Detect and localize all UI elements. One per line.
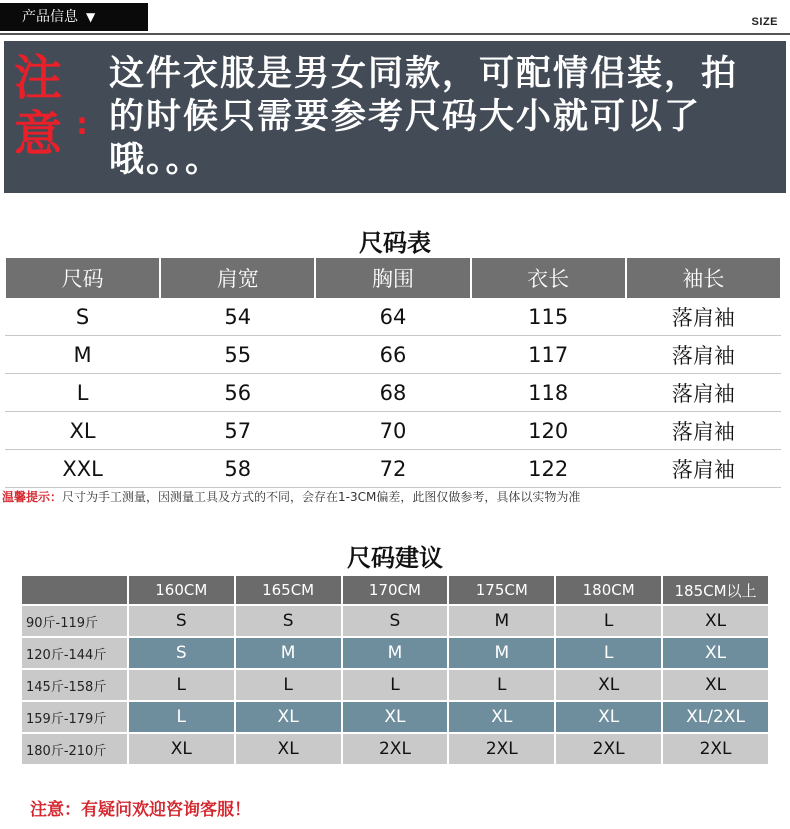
col-length: 衣长 (471, 258, 626, 298)
cell: 落肩袖 (626, 298, 781, 336)
cell: XL (663, 670, 768, 700)
cell: M (343, 638, 448, 668)
cell: 落肩袖 (626, 450, 781, 488)
cell: L (556, 638, 661, 668)
tip-text: 尺寸为手工测量，因测量工具及方式的不同，会存在1-3CM偏差，此图仅做参考，具体以实物为准 (62, 490, 581, 504)
cell: 2XL (449, 734, 554, 764)
col-sleeve: 袖长 (626, 258, 781, 298)
table-row (22, 734, 768, 764)
cell: M (449, 606, 554, 636)
cell: 2XL (556, 734, 661, 764)
cell: L (343, 670, 448, 700)
cell: XXL (5, 450, 160, 488)
table-row (5, 336, 781, 374)
table-row (5, 374, 781, 412)
notice-colon: : (76, 107, 88, 142)
dropdown-arrow-icon: ▼ (86, 10, 96, 24)
cell: L (236, 670, 341, 700)
table-row (5, 450, 781, 488)
cell: 122 (471, 450, 626, 488)
cell: 70 (315, 412, 470, 450)
cell: 66 (315, 336, 470, 374)
cell: L (556, 606, 661, 636)
weight-label: 159斤-179斤 (22, 702, 127, 732)
cell: M (5, 336, 160, 374)
height-185-plus: 185CM以上 (663, 576, 768, 604)
size-recommend-table (20, 574, 770, 766)
cell: 57 (160, 412, 315, 450)
cell: 2XL (663, 734, 768, 764)
notice-attention: 注意 (14, 50, 63, 162)
tip-label: 温馨提示： (2, 490, 63, 504)
height-160: 160CM (129, 576, 234, 604)
product-info-tab[interactable] (0, 3, 148, 31)
cell: XL (663, 606, 768, 636)
height-165: 165CM (236, 576, 341, 604)
cell: 115 (471, 298, 626, 336)
recommend-header (22, 576, 768, 604)
cell: L (449, 670, 554, 700)
contact-service-notice: 注意：有疑问欢迎咨询客服！ (30, 800, 251, 820)
cell: S (129, 638, 234, 668)
table-row (22, 606, 768, 636)
cell: 55 (160, 336, 315, 374)
cell: S (129, 606, 234, 636)
col-shoulder: 肩宽 (160, 258, 315, 298)
cell: 72 (315, 450, 470, 488)
cell: XL (663, 638, 768, 668)
cell: XL (556, 670, 661, 700)
cell: S (5, 298, 160, 336)
cell: L (129, 702, 234, 732)
cell: M (449, 638, 554, 668)
cell: 58 (160, 450, 315, 488)
table-row (22, 702, 768, 732)
corner-cell (22, 576, 127, 604)
cell: XL (556, 702, 661, 732)
cell: 落肩袖 (626, 336, 781, 374)
cell: 68 (315, 374, 470, 412)
cell: S (343, 606, 448, 636)
cell: XL (449, 702, 554, 732)
notice-banner (4, 41, 786, 193)
size-table-title: 尺码表 (359, 229, 431, 257)
cell: L (129, 670, 234, 700)
cell: L (5, 374, 160, 412)
col-size: 尺码 (5, 258, 160, 298)
notice-message: 这件衣服是男女同款，可配情侣装，拍的时候只需要参考尺码大小就可以了哦。。。 (109, 54, 739, 180)
product-info-label: 产品信息 (22, 9, 78, 25)
cell: 2XL (343, 734, 448, 764)
height-170: 170CM (343, 576, 448, 604)
cell: XL (236, 734, 341, 764)
table-row (22, 638, 768, 668)
cell: 64 (315, 298, 470, 336)
table-row (22, 670, 768, 700)
cell: 120 (471, 412, 626, 450)
weight-label: 120斤-144斤 (22, 638, 127, 668)
cell: S (236, 606, 341, 636)
recommend-title: 尺码建议 (347, 544, 443, 572)
weight-label: 90斤-119斤 (22, 606, 127, 636)
col-chest: 胸围 (315, 258, 470, 298)
cell: 118 (471, 374, 626, 412)
measurement-tip (2, 488, 580, 505)
cell: XL (5, 412, 160, 450)
table-row (5, 298, 781, 336)
cell: 54 (160, 298, 315, 336)
cell: 117 (471, 336, 626, 374)
cell: 落肩袖 (626, 374, 781, 412)
cell: XL/2XL (663, 702, 768, 732)
cell: XL (343, 702, 448, 732)
height-175: 175CM (449, 576, 554, 604)
cell: XL (236, 702, 341, 732)
cell: 落肩袖 (626, 412, 781, 450)
table-row (5, 412, 781, 450)
cell: M (236, 638, 341, 668)
cell: 56 (160, 374, 315, 412)
size-table (4, 258, 782, 488)
weight-label: 145斤-158斤 (22, 670, 127, 700)
weight-label: 180斤-210斤 (22, 734, 127, 764)
size-label: SIZE (751, 16, 778, 28)
height-180: 180CM (556, 576, 661, 604)
header-divider (0, 33, 790, 35)
size-table-header (5, 258, 781, 298)
cell: XL (129, 734, 234, 764)
